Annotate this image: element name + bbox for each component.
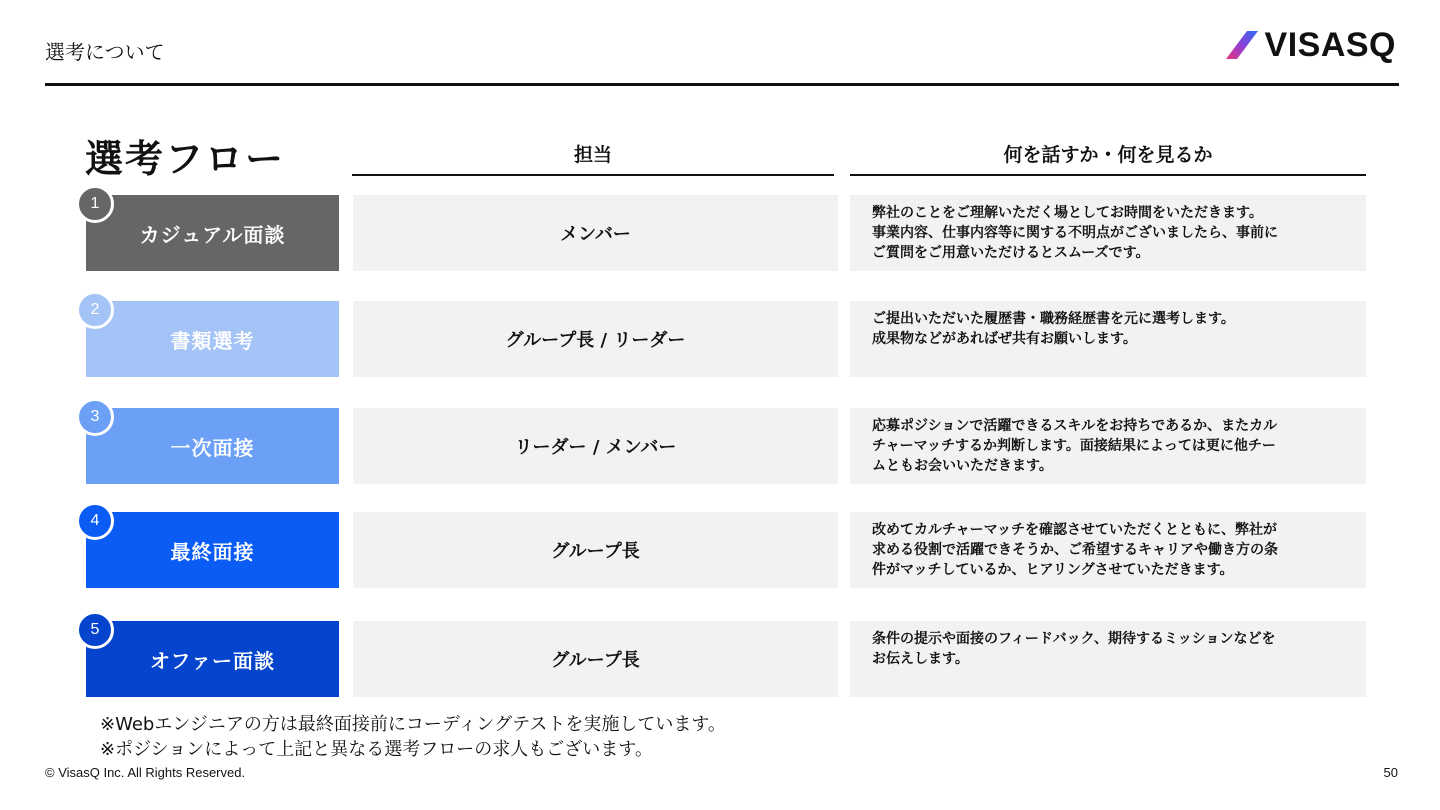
stage-label: 最終面接 (170, 539, 255, 564)
step-number-badge: 3 (76, 398, 114, 436)
stage-box (86, 408, 339, 484)
description-line: 成果物などがあればぜ共有お願いします。 (872, 331, 1137, 347)
column-rule-description (850, 174, 1366, 176)
description-line: 求める役割で活躍できそうか、ご希望するキャリアや働き方の条 (872, 542, 1278, 558)
slash-logo-icon (1225, 29, 1259, 61)
footnote: ※Webエンジニアの方は最終面接前にコーディングテストを実施しています。 (100, 714, 726, 735)
stage-box (86, 621, 339, 697)
header-title: 選考について (45, 40, 165, 64)
step-number-badge: 1 (76, 185, 114, 223)
stage-box (86, 195, 339, 271)
step-number-badge: 4 (76, 502, 114, 540)
brand-logo (1225, 28, 1396, 62)
description-line: ムともお会いいただきます。 (872, 458, 1053, 474)
stage-box (86, 301, 339, 377)
step-number-badge: 5 (76, 611, 114, 649)
owner-cell: グループ長 (353, 621, 838, 697)
description-line: 件がマッチしているか、ヒアリングさせていただきます。 (872, 562, 1234, 578)
page-number: 50 (1383, 765, 1398, 780)
stage-label: オファー面談 (150, 648, 275, 673)
footnotes (100, 712, 726, 762)
footnote: ※ポジションによって上記と異なる選考フローの求人もございます。 (100, 739, 653, 760)
column-rule-owner (352, 174, 834, 176)
description-cell (850, 512, 1366, 588)
description-cell (850, 408, 1366, 484)
step-row (0, 512, 1440, 590)
step-row (0, 301, 1440, 379)
owner-cell: グループ長 / リーダー (353, 301, 838, 377)
description-line: 弊社のことをご理解いただく場としてお時間をいただきます。 (872, 205, 1263, 221)
stage-label: 一次面接 (170, 435, 255, 460)
owner-cell: グループ長 (353, 512, 838, 588)
description-line: 応募ポジションで活躍できるスキルをお持ちであるか、またカル (872, 418, 1278, 434)
description-line: ご提出いただいた履歴書・職務経歴書を元に選考します。 (872, 311, 1235, 327)
description-line: 条件の提示や面接のフィードバック、期待するミッションなどを (872, 631, 1276, 647)
column-header-owner: 担当 (573, 144, 612, 166)
step-row (0, 621, 1440, 699)
description-line: ご質問をご用意いただけるとスムーズです。 (872, 245, 1150, 261)
column-header-description: 何を話すか・何を見るか (1003, 144, 1213, 166)
description-cell (850, 621, 1366, 697)
stage-box (86, 512, 339, 588)
stage-label: 書類選考 (170, 328, 255, 353)
copyright: © VisasQ Inc. All Rights Reserved. (45, 765, 246, 780)
step-row (0, 195, 1440, 273)
description-line: 事業内容、仕事内容等に関する不明点がございましたら、事前に (872, 225, 1278, 241)
step-row (0, 408, 1440, 486)
description-line: お伝えします。 (872, 651, 969, 667)
logo-text: VISASQ (1264, 26, 1396, 64)
description-line: 改めてカルチャーマッチを確認させていただくとともに、弊社が (872, 522, 1278, 538)
description-cell (850, 301, 1366, 377)
section-title: 選考フロー (85, 137, 286, 181)
owner-cell: リーダー / メンバー (353, 408, 838, 484)
header-rule (45, 83, 1399, 86)
description-cell (850, 195, 1366, 271)
description-line: チャーマッチするか判断します。面接結果によっては更に他チー (872, 438, 1276, 454)
step-number-badge: 2 (76, 291, 114, 329)
stage-label: カジュアル面談 (139, 222, 286, 247)
owner-cell: メンバー (353, 195, 838, 271)
